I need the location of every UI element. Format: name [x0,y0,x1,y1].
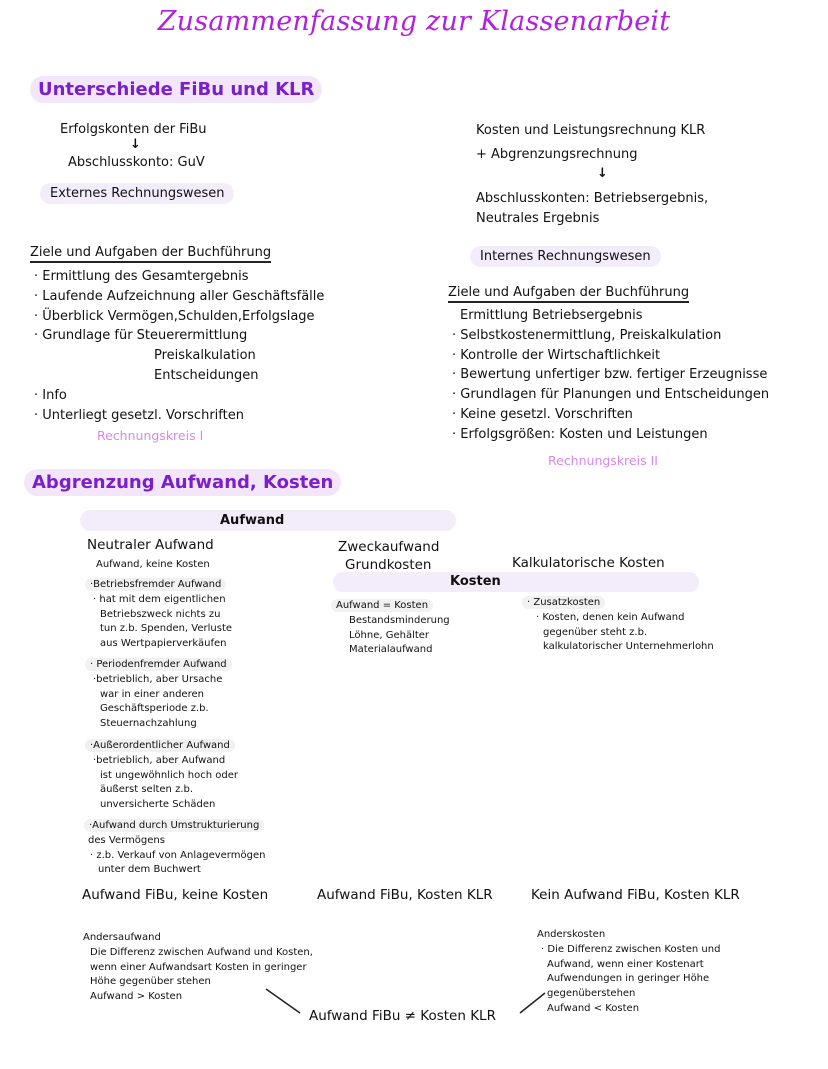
kalkulatorische-kosten-title: Kalkulatorische Kosten [512,555,665,571]
list-item: · Info [34,387,67,403]
list-item: · Grundlagen für Planungen und Entscheidungen [452,387,770,403]
section-heading-unterschiede: Unterschiede FiBu und KLR [30,79,322,100]
rechnungskreis-2: Rechnungskreis II [548,453,658,468]
fibu-accounts-text: Erfolgskonten der FiBu [60,122,207,137]
neutral-item-umstrukturierung: ·Aufwand durch Umstrukturierung des Vermögens · z.b. Verkauf von Anlagevermögen unter dem Buchwert [84,819,265,878]
left-goals-title: Ziele und Aufgaben der Buchführung [30,245,271,260]
down-arrow-icon: ↓ [597,166,608,181]
list-item: Ermittlung Betriebsergebnis [460,308,643,323]
list-item: · Kontrolle der Wirtschaftlichkeit [452,347,661,363]
connector-right-line [520,993,545,1013]
list-item: · Unterliegt gesetzl. Vorschriften [34,407,244,423]
anderskosten-block: Anderskosten · Die Differenz zwischen Kosten und Aufwand, wenn einer Kostenart Aufwendungen in geringer Höhe gegenüberstehen Aufwand < Kosten [537,929,721,1014]
list-item: · Laufende Aufzeichnung aller Geschäftsfälle [34,288,325,304]
list-item: · Keine gesetzl. Vorschriften [452,406,633,422]
col-aufwand-kosten: Aufwand FiBu, Kosten KLR [317,887,493,903]
andersaufwand-block: Andersaufwand Die Differenz zwischen Aufwand und Kosten, wenn einer Aufwandsart Kosten in geringer Höhe gegenüber stehen Aufwand > Kosten [83,932,313,1003]
list-item: · Bewertung unfertiger bzw. fertiger Erzeugnisse [452,367,768,383]
externes-rechnungswesen-label: Externes Rechnungswesen [40,186,234,201]
betriebsergebnis-text: Abschlusskonten: Betriebsergebnis, [476,191,709,206]
list-item: Entscheidungen [154,367,259,383]
internes-rechnungswesen-label: Internes Rechnungswesen [470,249,661,264]
guv-account-text: Abschlusskonto: GuV [68,155,205,170]
list-item: · Selbstkostenermittlung, Preiskalkulation [452,327,722,343]
section-heading-abgrenzung: Abgrenzung Aufwand, Kosten [24,472,341,493]
list-item: · Erfolgsgrößen: Kosten und Leistungen [452,426,708,442]
aufwand-ungleich-kosten: Aufwand FiBu ≠ Kosten KLR [309,1008,496,1024]
col-kein-aufwand-kosten: Kein Aufwand FiBu, Kosten KLR [531,887,740,903]
list-item: · Grundlage für Steuerermittlung [34,328,248,344]
right-goals-title: Ziele und Aufgaben der Buchführung [448,285,689,300]
grundkosten-title: Grundkosten [345,557,432,573]
list-item: · Überblick Vermögen,Schulden,Erfolgslage [34,308,315,324]
neutraler-aufwand-title: Neutraler Aufwand [87,537,214,553]
zweckaufwand-title: Zweckaufwand [338,539,440,555]
down-arrow-icon: ↓ [130,137,141,152]
zweckaufwand-details: Aufwand = Kosten Bestandsminderung Löhne, Gehälter Materialaufwand [331,599,450,658]
aufwand-label: Aufwand [220,513,285,528]
zusatzkosten-details: · Zusatzkosten · Kosten, denen kein Aufwand gegenüber steht z.b. kalkulatorischer Unternehmerlohn [522,596,714,655]
col-aufwand-keine-kosten: Aufwand FiBu, keine Kosten [82,887,269,903]
list-item: · Ermittlung des Gesamtergebnis [34,269,249,284]
page-title: Zusammenfassung zur Klassenarbeit [157,6,671,37]
connector-left-line [266,989,300,1013]
kosten-label: Kosten [450,574,501,589]
neutral-item-betriebsfremd: ·Betriebsfremder Aufwand · hat mit dem eigentlichen Betriebszweck nichts zu tun z.b. Spenden, Verluste aus Wertpapierverkäufen [85,578,232,652]
list-item: Preiskalkulation [154,348,256,364]
klr-text: Kosten und Leistungsrechnung KLR [476,123,706,138]
neutral-item-periodenfremd: · Periodenfremder Aufwand ·betrieblich, aber Ursache war in einer anderen Geschäftsperiode z.b. Steuernachzahlung [85,658,232,732]
neutral-item-ausserordentlich: ·Außerordentlicher Aufwand ·betrieblich, aber Aufwand ist ungewöhnlich hoch oder äußerst selten z.b. unversicherte Schäden [85,739,238,813]
rechnungskreis-1: Rechnungskreis I [97,428,204,443]
neutrales-ergebnis-text: Neutrales Ergebnis [476,211,600,226]
abgrenzungsrechnung-text: + Abgrenzungsrechnung [476,147,638,162]
neutraler-aufwand-subtitle: Aufwand, keine Kosten [96,559,210,570]
